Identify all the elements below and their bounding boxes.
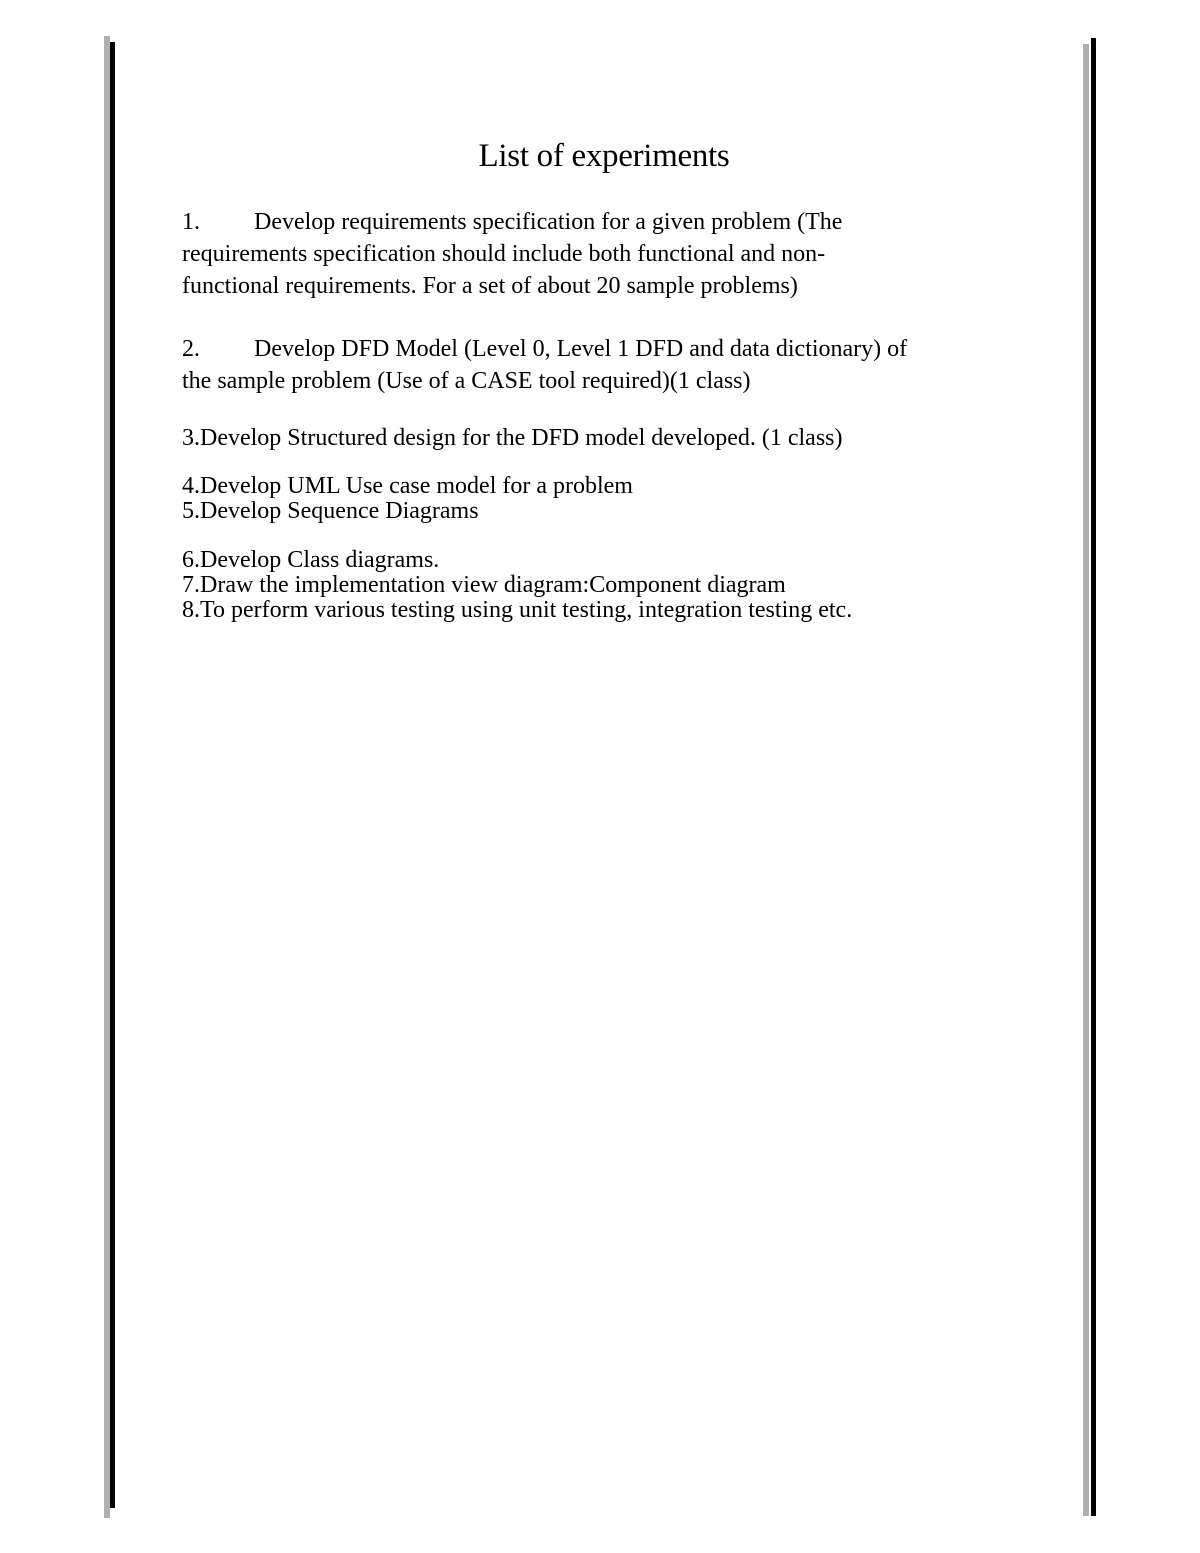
experiment-item-1-line-3: functional requirements. For a set of about 20 sample problems) xyxy=(182,273,798,299)
experiment-item-7-text: 7.Draw the implementation view diagram:Component diagram xyxy=(182,572,786,598)
experiment-item-2-line-2: the sample problem (Use of a CASE tool required)(1 class) xyxy=(182,368,751,394)
experiment-item-2-number: 2. xyxy=(182,336,200,362)
experiment-item-1-line-1 xyxy=(182,206,1012,238)
experiment-item-2-text-1: Develop DFD Model (Level 0, Level 1 DFD and data dictionary) of xyxy=(254,336,908,362)
experiment-item-8-text: 8.To perform various testing using unit testing, integration testing etc. xyxy=(182,597,853,623)
experiment-item-6-text: 6.Develop Class diagrams. xyxy=(182,547,440,573)
experiment-group-4-5 xyxy=(182,474,1012,524)
experiment-item-1-text-1: Develop requirements specification for a given problem (The xyxy=(254,209,843,235)
experiment-item-3-text: 3.Develop Structured design for the DFD model developed. (1 class) xyxy=(182,425,843,451)
experiment-item-1-number: 1. xyxy=(182,209,200,235)
experiment-item-2 xyxy=(182,333,1012,397)
experiment-group-6-8 xyxy=(182,548,1012,623)
document-title: List of experiments xyxy=(478,138,730,174)
experiment-item-2-line-1 xyxy=(182,333,1012,365)
experiment-item-5-text: 5.Develop Sequence Diagrams xyxy=(182,498,479,524)
experiment-item-4-text: 4.Develop UML Use case model for a problem xyxy=(182,473,633,499)
page-border-left xyxy=(110,42,115,1508)
experiment-item-3 xyxy=(182,422,1012,454)
page-border-right-shadow xyxy=(1083,44,1089,1516)
experiment-item-1-line-2: requirements specification should include both functional and non- xyxy=(182,241,826,267)
page-border-right xyxy=(1091,38,1096,1516)
experiment-item-1 xyxy=(182,206,1012,302)
